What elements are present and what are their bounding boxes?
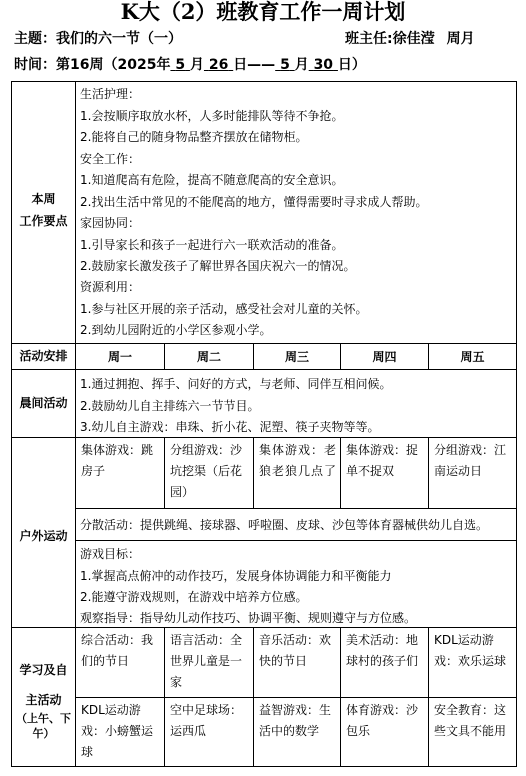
outdoor-game: 分组游戏：沙坑挖渠（后花园） bbox=[170, 443, 243, 499]
time-separator: 日—— bbox=[233, 57, 276, 73]
game-divider bbox=[253, 437, 254, 508]
focus-line: 1.知道爬高有危险，提高不随意爬高的安全意识。 bbox=[80, 173, 344, 187]
row-divider-morning bbox=[12, 437, 516, 438]
schedule-label: 活动安排 bbox=[19, 349, 68, 363]
focus-line: 资源利用： bbox=[80, 280, 141, 294]
focus-line: 生活护理： bbox=[80, 87, 141, 101]
time-close: 日） bbox=[337, 57, 366, 73]
game-divider bbox=[428, 437, 429, 508]
row-divider-outdoor bbox=[12, 627, 516, 628]
learning-divider bbox=[340, 627, 341, 766]
learning-activity: KDL运动游戏：小螃蟹运球 bbox=[81, 703, 154, 759]
time-month-end: 5 bbox=[280, 57, 290, 73]
learning-label: 学习及自 主活动 （上午、下午） bbox=[16, 663, 71, 740]
teacher-label: 班主任: bbox=[345, 31, 393, 47]
learning-activity: 语言活动：全世界儿童是一家 bbox=[170, 633, 243, 689]
morning-line: 3.幼儿自主游戏：串珠、折小花、泥塑、筷子夹物等等。 bbox=[80, 420, 380, 434]
day-monday: 周一 bbox=[107, 350, 132, 364]
day-wednesday: 周三 bbox=[284, 350, 309, 364]
learning-activity: 体育游戏：沙包乐 bbox=[346, 703, 419, 738]
focus-line: 2.到幼儿园附近的小学区参观小学。 bbox=[80, 323, 272, 337]
focus-line: 2.鼓励家长激发孩子了解世界各国庆祝六一的情况。 bbox=[80, 259, 356, 273]
time-month-start: 5 bbox=[175, 57, 186, 73]
time-prefix: 时间：第16周（2025年 bbox=[14, 57, 171, 73]
theme-line bbox=[14, 30, 182, 48]
learning-activity: 音乐活动：欢快的节日 bbox=[259, 633, 332, 668]
morning-line: 1.通过拥抱、挥手、问好的方式，与老师、同伴互相问候。 bbox=[80, 377, 392, 391]
row-divider-schedule bbox=[12, 369, 516, 370]
day-friday: 周五 bbox=[460, 350, 485, 364]
learning-activity: 空中足球场：运西瓜 bbox=[170, 703, 243, 738]
time-month-unit: 月 bbox=[189, 57, 204, 73]
theme-label: 主题： bbox=[14, 31, 56, 47]
outdoor-game: 集体游戏：捉单不捉双 bbox=[346, 443, 419, 478]
focus-line: 家园协同： bbox=[80, 216, 141, 230]
learning-divider bbox=[164, 627, 165, 766]
learning-activity: 美术活动：地球村的孩子们 bbox=[346, 633, 419, 668]
teacher-name: 徐佳滢 bbox=[392, 31, 435, 47]
morning-label: 晨间活动 bbox=[19, 396, 68, 410]
time-month-unit-2: 月 bbox=[294, 57, 309, 73]
row-divider-scattered bbox=[76, 540, 516, 541]
page-title: K大（2）班教育工作一周计划 bbox=[120, 0, 406, 24]
morning-line: 2.鼓励幼儿自主排练六一节节目。 bbox=[80, 399, 260, 413]
learning-activity: 综合活动：我们的节日 bbox=[81, 633, 154, 668]
learning-activity: KDL运动游戏：欢乐运球 bbox=[434, 633, 507, 668]
outdoor-game: 分组游戏：江南运动日 bbox=[434, 443, 507, 478]
week-label: 周月 bbox=[446, 31, 475, 47]
game-divider bbox=[340, 437, 341, 508]
day-tuesday: 周二 bbox=[196, 350, 221, 364]
focus-line: 2.找出生活中常见的不能爬高的地方，懂得需要时寻求成人帮助。 bbox=[80, 195, 428, 209]
outdoor-goal-line: 2.能遵守游戏规则，在游戏中培养方位感。 bbox=[80, 590, 308, 604]
focus-line: 安全工作： bbox=[80, 152, 141, 166]
row-divider-learning bbox=[76, 697, 516, 698]
label-column-divider bbox=[75, 82, 76, 766]
row-divider-focus bbox=[12, 343, 516, 344]
outdoor-game: 集体游戏：跳房子 bbox=[81, 443, 154, 478]
outdoor-goal-line: 游戏目标： bbox=[80, 547, 141, 561]
learning-divider bbox=[428, 627, 429, 766]
outdoor-goal-line: 1.掌握高点俯冲的动作技巧，发展身体协调能力和平衡能力 bbox=[80, 569, 392, 583]
day-thursday: 周四 bbox=[372, 350, 397, 364]
game-divider bbox=[164, 437, 165, 508]
time-line bbox=[14, 56, 366, 74]
row-divider-games bbox=[76, 508, 516, 509]
time-day-start: 26 bbox=[208, 57, 229, 73]
time-day-end: 30 bbox=[313, 57, 334, 73]
learning-activity: 安全教育：这些文具不能用 bbox=[434, 703, 507, 738]
focus-line: 1.会按顺序取放水杯，人多时能排队等待不争抢。 bbox=[80, 109, 344, 123]
teacher-line bbox=[345, 30, 475, 48]
focus-label: 本周 工作要点 bbox=[19, 192, 68, 228]
focus-line: 1.参与社区开展的亲子活动，感受社会对儿童的关怀。 bbox=[80, 302, 368, 316]
outdoor-goal-line: 观察指导：指导幼儿动作技巧、协调平衡、规则遵守与方位感。 bbox=[80, 611, 417, 625]
learning-activity: 益智游戏：生活中的数学 bbox=[259, 703, 332, 738]
learning-divider bbox=[253, 627, 254, 766]
outdoor-scattered: 分散活动：提供跳绳、接球器、呼啦圈、皮球、沙包等体育器械供幼儿自选。 bbox=[80, 518, 489, 532]
outdoor-game: 集体游戏：老狼老狼几点了 bbox=[259, 443, 338, 478]
focus-line: 1.引导家长和孩子一起进行六一联欢活动的准备。 bbox=[80, 238, 344, 252]
theme-value: 我们的六一节（一） bbox=[56, 31, 182, 47]
outdoor-label: 户外运动 bbox=[19, 529, 68, 543]
focus-line: 2.能将自己的随身物品整齐摆放在储物柜。 bbox=[80, 130, 308, 144]
